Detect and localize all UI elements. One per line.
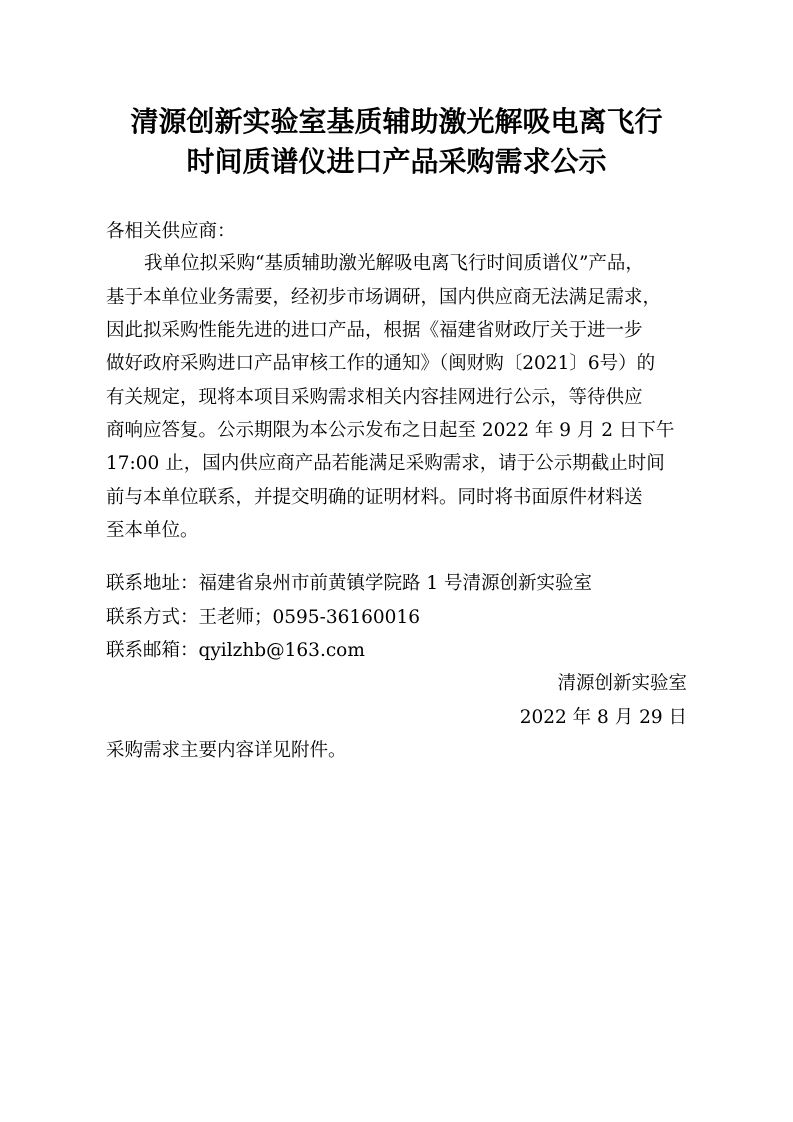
signature-date: 2022 年 8 月 29 日: [519, 707, 687, 728]
contact-email: 联系邮箱：qyilzhb@163.com: [106, 640, 365, 661]
body-line: 商响应答复。公示期限为本公示发布之日起至 2022 年 9 月 2 日下午: [106, 420, 675, 441]
document-title-line-1: 清源创新实验室基质辅助激光解吸电离飞行: [130, 105, 663, 138]
signature-organization: 清源创新实验室: [557, 673, 687, 694]
body-line: 有关规定，现将本项目采购需求相关内容挂网进行公示，等待供应: [106, 387, 643, 408]
body-line: 做好政府采购进口产品审核工作的通知》（闽财购〔2021〕6号）的: [106, 353, 656, 374]
document-title-line-2: 时间质谱仪进口产品采购需求公示: [186, 145, 607, 178]
body-line: 因此拟采购性能先进的进口产品，根据《福建省财政厅关于进一步: [106, 320, 643, 341]
body-line: 前与本单位联系，并提交明确的证明材料。同时将书面原件材料送: [106, 487, 643, 508]
attachment-note: 采购需求主要内容详见附件。: [106, 740, 347, 761]
body-line: 17:00 止，国内供应商产品若能满足采购需求，请于公示期截止时间: [106, 453, 665, 474]
salutation: 各相关供应商：: [106, 221, 236, 242]
contact-address: 联系地址：福建省泉州市前黄镇学院路 1 号清源创新实验室: [106, 573, 593, 594]
body-line: 基于本单位业务需要，经初步市场调研，国内供应商无法满足需求，: [106, 287, 662, 308]
body-line: 我单位拟采购“基质辅助激光解吸电离飞行时间质谱仪”产品，: [144, 253, 644, 274]
contact-phone: 联系方式：王老师；0595-36160016: [106, 607, 420, 628]
body-line: 至本单位。: [106, 520, 199, 541]
